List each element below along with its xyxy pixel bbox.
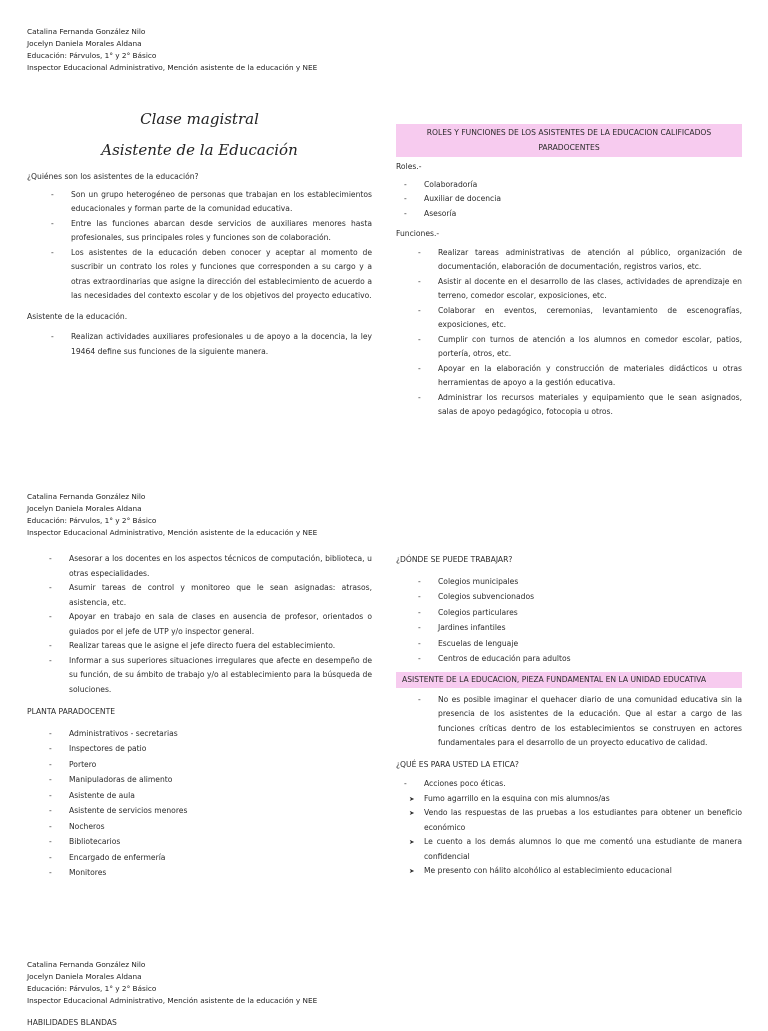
list-item: ➤ Vendo las respuestas de las pruebas a los estudiantes para obtener un beneficio económico [424,806,742,835]
section-heading: Asistente de la educación. [27,311,128,321]
list-item: - Cumplir con turnos de atención a los alumnos en comedor escolar, patios, portería, otros, etc. [438,333,742,362]
list-item: ➤ Me presento con hálito alcohólico al establecimiento educacional [424,864,742,879]
list-item: ➤ Fumo agarrillo en la esquina con mis alumnos/as [424,792,742,807]
list-item: - Inspectores de patio [69,741,372,757]
list-item: - Asumir tareas de control y monitoreo que le sean asignadas: atrasos, asistencia, etc. [69,581,372,610]
list-item: - No es posible imaginar el quehacer diario de una comunidad educativa sin la presencia de los asistentes de la educación. Que al estar a cargo de las funciones críticas dentro de los establecimientos se construyen en actores fundamentales para el desarrollo de un proyecto educativo de calidad. [438,693,742,751]
list-item: - Realizar tareas administrativas de atención al público, organización de documentación, elaboración de documentación, registros varios, etc. [438,246,742,275]
document-title [27,108,372,170]
donde-heading: ¿DÓNDE SE PUEDE TRABAJAR? [396,555,513,564]
list-item: - Asistente de aula [69,788,372,804]
header-line: Catalina Fernanda González Nilo [27,960,146,969]
page1-header [27,26,317,74]
list-item: - Entre las funciones abarcan desde servicios de auxiliares menores hasta profesionales, sus principales roles y funciones son de colaboración. [71,217,372,246]
list-item: - Colegios particulares [438,605,742,621]
header-line: Jocelyn Daniela Morales Aldana [27,504,142,513]
list-item: - Jardines infantiles [438,620,742,636]
title-line-2: Asistente de la Educación [101,141,298,159]
list-item: - Asistir al docente en el desarrollo de las clases, actividades de aprendizaje en terreno, comedor escolar, exposiciones, etc. [438,275,742,304]
planta-heading: PLANTA PARADOCENTE [27,707,116,716]
list-item: ➤ Le cuento a los demás alumnos lo que me comentó una estudiante de manera confidencial [424,835,742,864]
list-item: - Colegios subvencionados [438,589,742,605]
list-item: - Realizan actividades auxiliares profesionales u de apoyo a la docencia, la ley 19464 define sus funciones de la siguiente manera. [71,330,372,359]
roles-banner: ROLES Y FUNCIONES DE LOS ASISTENTES DE LA EDUCACION CALIFICADOS PARADOCENTES [396,124,742,157]
list-item: - Apoyar en la elaboración y construcción de materiales didácticos u otras herramientas de apoyo a la gestión educativa. [438,362,742,391]
list-item: - Administrar los recursos materiales y equipamiento que le sean asignados, salas de apoyo pedagógico, fotocopia u otros. [438,391,742,420]
list-item: - Colegios municipales [438,574,742,590]
page3-left-column [27,1016,372,1031]
planta-list [69,726,372,881]
page1-left-column [27,108,372,359]
list-item: - Portero [69,757,372,773]
header-line: Educación: Párvulos, 1° y 2° Básico [27,51,157,60]
roles-label: Roles.- [396,162,422,171]
page2-left-column [27,552,372,881]
list-item: - Son un grupo heterogéneo de personas que trabajan en los establecimientos educacionales y forman parte de la comunidad educativa. [71,188,372,217]
etica-arrow-list [424,792,742,879]
etica-heading: ¿QUÉ ES PARA USTED LA ETICA? [396,759,519,769]
list-item: - Centros de educación para adultos [438,651,742,667]
asistente-list [71,330,372,359]
header-line: Educación: Párvulos, 1° y 2° Básico [27,984,157,993]
page1-right-column [396,124,742,420]
header-line: Inspector Educacional Administrativo, Mención asistente de la educación y NEE [27,63,318,72]
list-item: - Los asistentes de la educación deben conocer y aceptar al momento de suscribir un contrato los roles y funciones que corresponden a su cargo y a otras extraordinarias que asigne la dirección del establecimiento de acuerdo a las necesidades del contexto escolar y de los objetivos del proyecto educativo. [71,246,372,304]
list-item: - Acciones poco éticas. [424,777,742,792]
list-item: - Manipuladoras de alimento [69,772,372,788]
list-item: - Encargado de enfermería [69,850,372,866]
funciones-label: Funciones.- [396,229,440,238]
list-item: - Administrativos - secretarias [69,726,372,742]
q1-list [71,188,372,304]
list-item: - Asesorar a los docentes en los aspectos técnicos de computación, biblioteca, u otras especialidades. [69,552,372,581]
tasks-list [69,552,372,697]
pieza-list [438,693,742,751]
list-item: - Colaboradoría [424,178,742,193]
title-line-1: Clase magistral [140,110,259,128]
header-line: Educación: Párvulos, 1° y 2° Básico [27,516,157,525]
header-line: Jocelyn Daniela Morales Aldana [27,972,142,981]
header-line: Inspector Educacional Administrativo, Mención asistente de la educación y NEE [27,528,318,537]
roles-list [424,178,742,222]
list-item: - Asesoría [424,207,742,222]
list-item: - Auxiliar de docencia [424,192,742,207]
list-item: - Escuelas de lenguaje [438,636,742,652]
donde-list [438,574,742,667]
question-heading: ¿Quiénes son los asistentes de la educación? [27,172,199,181]
header-line: Catalina Fernanda González Nilo [27,492,146,501]
page2-header [27,491,317,539]
list-item: - Apoyar en trabajo en sala de clases en ausencia de profesor, orientados o guiados por el jefe de UTP y/o inspector general. [69,610,372,639]
pieza-banner: ASISTENTE DE LA EDUCACION, PIEZA FUNDAMENTAL EN LA UNIDAD EDUCATIVA [396,672,742,688]
page2-right-column [396,553,742,879]
list-item: - Bibliotecarios [69,834,372,850]
page3-header [27,959,317,1007]
list-item: - Colaborar en eventos, ceremonias, levantamiento de escenografías, exposiciones, etc. [438,304,742,333]
header-line: Jocelyn Daniela Morales Aldana [27,39,142,48]
header-line: Catalina Fernanda González Nilo [27,27,146,36]
list-item: - Nocheros [69,819,372,835]
list-item: - Realizar tareas que le asigne el jefe directo fuera del establecimiento. [69,639,372,654]
list-item: - Informar a sus superiores situaciones irregulares que afecte en desempeño de su función, de su ámbito de trabajo y/o al establecimiento para la búsqueda de soluciones. [69,654,372,698]
list-item: - Monitores [69,865,372,881]
header-line: Inspector Educacional Administrativo, Mención asistente de la educación y NEE [27,996,318,1005]
habilidades-heading: HABILIDADES BLANDAS [27,1018,117,1027]
list-item: - Asistente de servicios menores [69,803,372,819]
funciones-list [438,246,742,420]
etica-dash-list [424,777,742,792]
